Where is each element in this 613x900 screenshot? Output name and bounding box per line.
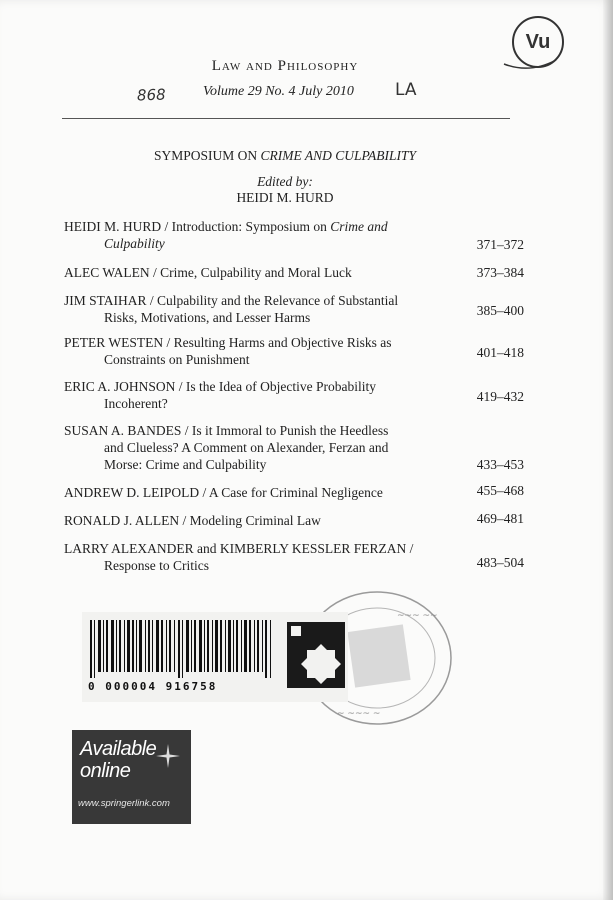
toc-entry-pages: 483–504 bbox=[476, 555, 524, 570]
handwritten-note-right: LA bbox=[395, 80, 417, 100]
toc-entry-pages: 455–468 bbox=[476, 483, 524, 498]
springerlink-url: www.springerlink.com bbox=[78, 798, 170, 809]
toc-entry-title bbox=[64, 218, 449, 235]
barcode-icon bbox=[88, 620, 284, 680]
barcode-digits: 0 000004 916758 bbox=[88, 680, 218, 693]
table-of-contents bbox=[64, 218, 524, 580]
toc-entry-continuation: and Clueless? A Comment on Alexander, Ferzan and bbox=[104, 440, 389, 455]
toc-entry-continuation bbox=[64, 235, 489, 252]
logo-text: Vu bbox=[525, 30, 551, 53]
toc-entry bbox=[64, 540, 524, 580]
toc-entry-pages: 371–372 bbox=[476, 237, 524, 252]
sparkle-icon bbox=[156, 744, 180, 768]
toc-entry bbox=[64, 264, 524, 292]
edited-by-label: Edited by: bbox=[257, 174, 313, 189]
symposium-title bbox=[0, 148, 570, 164]
toc-entry-continuation: Response to Critics bbox=[104, 558, 209, 573]
toc-entry-title: LARRY ALEXANDER and KIMBERLY KESSLER FERZAN / bbox=[64, 541, 414, 556]
toc-entry-title: JIM STAIHAR / Culpability and the Relevance of Substantial bbox=[64, 293, 399, 308]
svg-text:~ ~~~ ~: ~ ~~~ ~ bbox=[337, 709, 381, 719]
available-online-badge bbox=[72, 730, 191, 824]
page-edge-shadow bbox=[603, 0, 613, 900]
toc-entry bbox=[64, 378, 524, 422]
toc-entry bbox=[64, 484, 524, 512]
issue-info: Volume 29 No. 4 July 2010 bbox=[203, 84, 354, 99]
header-divider bbox=[62, 118, 510, 119]
journal-title-text: Law and Philosophy bbox=[211, 58, 359, 74]
toc-entry-pages: 419–432 bbox=[476, 389, 524, 404]
badge-line2: online bbox=[80, 760, 131, 782]
toc-entry-title: SUSAN A. BANDES / Is it Immoral to Punish the Heedless bbox=[64, 423, 389, 438]
toc-entry-continuation: Risks, Motivations, and Lesser Harms bbox=[104, 310, 311, 325]
toc-entry-pages: 433–453 bbox=[476, 457, 524, 472]
svg-text:~~~ ~~: ~~~ ~~ bbox=[397, 611, 438, 621]
toc-entry-title: ERIC A. JOHNSON / Is the Idea of Objective Probability bbox=[64, 379, 376, 394]
toc-entry-continuation: Incoherent? bbox=[104, 396, 168, 411]
toc-entry bbox=[64, 218, 524, 256]
symposium-title-italic: CRIME AND CULPABILITY bbox=[260, 148, 417, 163]
toc-entry-pages: 373–384 bbox=[476, 265, 524, 280]
toc-entry-pages: 469–481 bbox=[476, 511, 524, 526]
toc-entry bbox=[64, 334, 524, 378]
editor-name: HEIDI M. HURD bbox=[236, 190, 334, 205]
toc-entry-line: HEIDI M. HURD / Introduction: Symposium on bbox=[64, 219, 331, 234]
toc-entry-title: RONALD J. ALLEN / Modeling Criminal Law bbox=[64, 513, 321, 528]
symposium-title-prefix: SYMPOSIUM ON bbox=[153, 148, 261, 163]
toc-entry bbox=[64, 422, 524, 484]
toc-entry-continuation: Morse: Crime and Culpability bbox=[104, 457, 267, 472]
toc-entry-pages: 385–400 bbox=[476, 303, 524, 318]
toc-entry-title: ALEC WALEN / Crime, Culpability and Moral Luck bbox=[64, 265, 352, 280]
toc-entry-line-italic: Culpability bbox=[104, 236, 165, 251]
qr-code-icon bbox=[287, 622, 345, 688]
toc-entry-line-italic: Crime and bbox=[330, 219, 388, 234]
toc-entry-title: PETER WESTEN / Resulting Harms and Objective Risks as bbox=[64, 335, 392, 350]
toc-entry-pages: 401–418 bbox=[476, 345, 524, 360]
toc-entry bbox=[64, 292, 524, 334]
toc-entry-title: ANDREW D. LEIPOLD / A Case for Criminal Negligence bbox=[64, 485, 383, 500]
toc-entry bbox=[64, 512, 524, 540]
handwritten-note-left: 868 bbox=[136, 85, 166, 105]
toc-entry-continuation: Constraints on Punishment bbox=[104, 352, 250, 367]
journal-title bbox=[0, 58, 570, 75]
available-online-text bbox=[80, 738, 156, 782]
badge-line1: Available bbox=[80, 738, 157, 760]
